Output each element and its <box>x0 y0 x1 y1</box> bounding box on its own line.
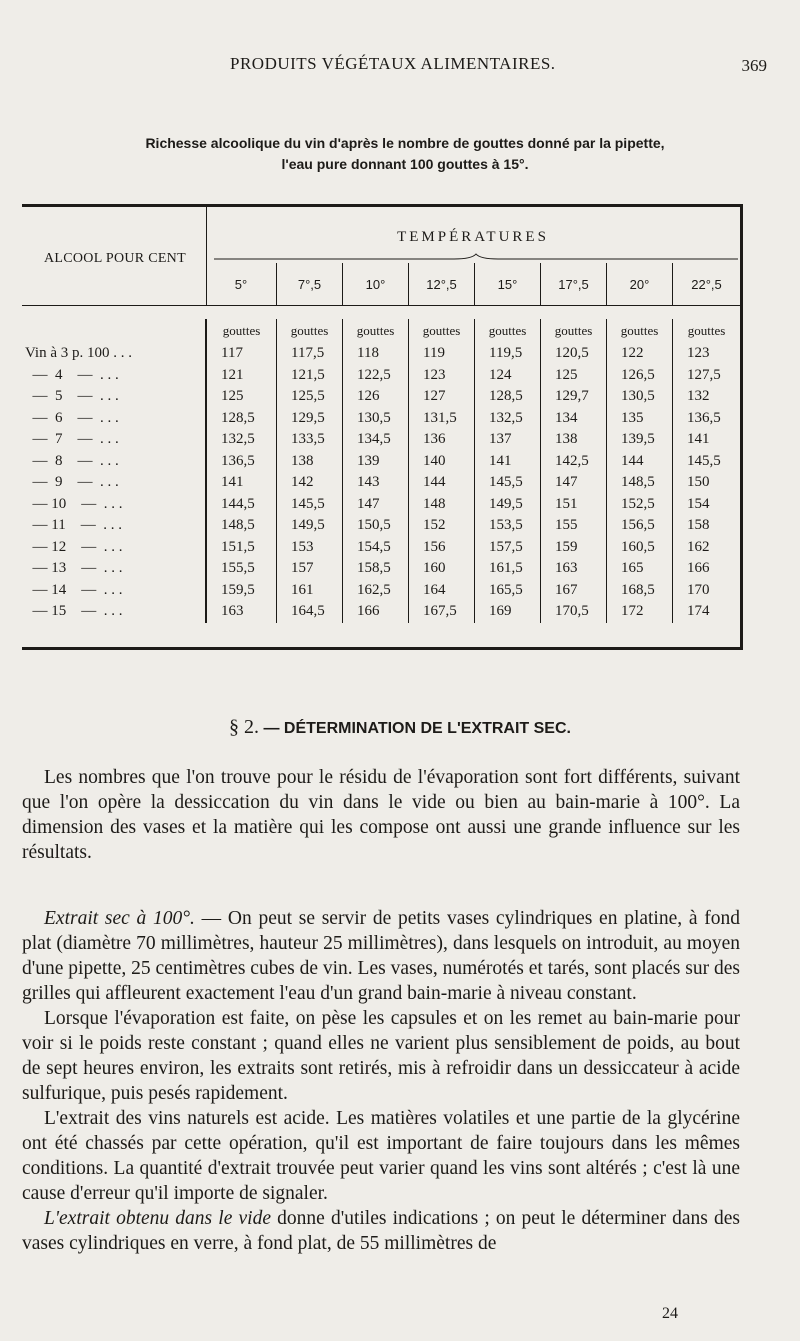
table-cell: 141 <box>672 429 740 451</box>
column-header: 5° <box>234 276 248 292</box>
unit-cell: gouttes <box>342 319 408 343</box>
table-cell: 117 <box>206 343 276 365</box>
paragraph-2-lead: Extrait sec à 100°. <box>44 908 195 929</box>
table-cell: 135 <box>606 408 672 430</box>
table-cell: 121,5 <box>276 365 342 387</box>
table-row <box>22 451 740 473</box>
table-cell: 161 <box>276 580 342 602</box>
row-label: — 11 — . . . <box>22 515 206 537</box>
table-cell: 148,5 <box>206 515 276 537</box>
table-cell: 156,5 <box>606 515 672 537</box>
table-cell: 165 <box>606 558 672 580</box>
table-cell: 165,5 <box>474 580 540 602</box>
table-cell: 160,5 <box>606 537 672 559</box>
table-cell: 172 <box>606 601 672 623</box>
table-cell: 162 <box>672 537 740 559</box>
table-cell: 131,5 <box>408 408 474 430</box>
table-cell: 168,5 <box>606 580 672 602</box>
table-cell: 134 <box>540 408 606 430</box>
table-cell: 139,5 <box>606 429 672 451</box>
paragraph-5-text: donne d'utiles indications ; on peut le déterminer dans des vases cylindriques en verre, à fond plat, de 55 millimètres de <box>22 1208 740 1254</box>
caption-line-2: l'eau pure donnant 100 gouttes à 15°. <box>281 156 529 172</box>
table-cell: 160 <box>408 558 474 580</box>
table-cell: 156 <box>408 537 474 559</box>
table-cell: 167,5 <box>408 601 474 623</box>
table-cell: 144,5 <box>206 494 276 516</box>
paragraph-5 <box>22 1206 740 1256</box>
table-cell: 157 <box>276 558 342 580</box>
table-row <box>22 558 740 580</box>
table-cell: 141 <box>474 451 540 473</box>
table-cell: 118 <box>342 343 408 365</box>
table-cell: 153,5 <box>474 515 540 537</box>
row-label: — 6 — . . . <box>22 408 206 430</box>
table-row <box>22 515 740 537</box>
table-caption <box>40 133 770 175</box>
table-cell: 119 <box>408 343 474 365</box>
column-header: 20° <box>606 263 672 305</box>
alcohol-table <box>22 204 743 650</box>
table-cell: 130,5 <box>342 408 408 430</box>
table-cell: 155 <box>540 515 606 537</box>
table-cell: 126,5 <box>606 365 672 387</box>
table-cell: 158,5 <box>342 558 408 580</box>
table-cell: 129,7 <box>540 386 606 408</box>
unit-cell: gouttes <box>474 319 540 343</box>
table-cell: 145,5 <box>474 472 540 494</box>
table-cell: 147 <box>342 494 408 516</box>
table-cell: 121 <box>206 365 276 387</box>
column-header: 22°,5 <box>672 263 740 305</box>
row-label: — 4 — . . . <box>22 365 206 387</box>
table-row <box>22 386 740 408</box>
paragraph-1: Les nombres que l'on trouve pour le résidu de l'évaporation sont fort différents, suivant que l'on opère la dessiccation du vin dans le vide ou bien au bain-marie à 100°. La dimension des vases et la matière qui les compose ont aussi une grande influence sur les résultats. <box>22 767 740 863</box>
row-label: — 12 — . . . <box>22 537 206 559</box>
table-cell: 163 <box>206 601 276 623</box>
caption-line-1: Richesse alcoolique du vin d'après le nombre de gouttes donné par la pipette, <box>145 135 665 151</box>
table-cell: 152,5 <box>606 494 672 516</box>
table-cell: 149,5 <box>474 494 540 516</box>
table-cell: 150 <box>672 472 740 494</box>
table-cell: 132 <box>672 386 740 408</box>
table-row <box>22 408 740 430</box>
table-cell: 123 <box>672 343 740 365</box>
table-cell: 152 <box>408 515 474 537</box>
column-header: 7°,5 <box>276 263 342 305</box>
unit-cell: gouttes <box>672 319 740 343</box>
table-row <box>22 494 740 516</box>
table-cell: 136,5 <box>672 408 740 430</box>
column-headers <box>206 263 740 306</box>
unit-cell: gouttes <box>606 319 672 343</box>
table-cell: 142,5 <box>540 451 606 473</box>
table-row <box>22 429 740 451</box>
table-cell: 158 <box>672 515 740 537</box>
table-cell: 166 <box>672 558 740 580</box>
table-cell: 129,5 <box>276 408 342 430</box>
column-header: 15° <box>474 263 540 305</box>
table-cell: 154,5 <box>342 537 408 559</box>
table-cell: 161,5 <box>474 558 540 580</box>
table-cell: 163 <box>540 558 606 580</box>
table-cell: 123 <box>408 365 474 387</box>
row-label: — 9 — . . . <box>22 472 206 494</box>
column-header: 12°,5 <box>408 263 474 305</box>
table-cell: 170 <box>672 580 740 602</box>
row-label: Vin à 3 p. 100 . . . <box>22 343 206 365</box>
table-cell: 155,5 <box>206 558 276 580</box>
table-cell: 164 <box>408 580 474 602</box>
table-cell: 153 <box>276 537 342 559</box>
section-number: § 2. <box>229 716 259 738</box>
paragraph-4: L'extrait des vins naturels est acide. Les matières volatiles et une partie de la glycérine ont été chassés par cette opération, qu'il est important de faire toujours dans les mêmes conditions. La quantité d'extrait trouvée peut varier quand les vins sont altérés ; c'est là une cause d'erreur qu'il importe de signaler. <box>22 1108 740 1204</box>
table-cell: 149,5 <box>276 515 342 537</box>
table-cell: 144 <box>606 451 672 473</box>
table-cell: 150,5 <box>342 515 408 537</box>
table-cell: 148,5 <box>606 472 672 494</box>
table-cell: 132,5 <box>474 408 540 430</box>
table-cell: 124 <box>474 365 540 387</box>
table-row <box>22 601 740 623</box>
row-header-label: ALCOOL POUR CENT <box>44 251 186 266</box>
table-cell: 128,5 <box>206 408 276 430</box>
table-cell: 117,5 <box>276 343 342 365</box>
running-title: PRODUITS VÉGÉTAUX ALIMENTAIRES. <box>230 54 556 73</box>
row-label: — 10 — . . . <box>22 494 206 516</box>
header-brace <box>214 253 738 261</box>
row-label: — 5 — . . . <box>22 386 206 408</box>
column-header: 10° <box>342 263 408 305</box>
signature-mark: 24 <box>662 1305 678 1322</box>
table-cell: 151 <box>540 494 606 516</box>
table-cell: 145,5 <box>672 451 740 473</box>
table-cell: 164,5 <box>276 601 342 623</box>
row-label: — 7 — . . . <box>22 429 206 451</box>
table-cell: 169 <box>474 601 540 623</box>
table-cell: 167 <box>540 580 606 602</box>
page-number: 369 <box>741 56 767 75</box>
table-cell: 159 <box>540 537 606 559</box>
group-header-label: TEMPÉRATURES <box>397 229 549 245</box>
table-cell: 120,5 <box>540 343 606 365</box>
row-label: — 13 — . . . <box>22 558 206 580</box>
table-cell: 138 <box>540 429 606 451</box>
table-cell: 122 <box>606 343 672 365</box>
table-cell: 159,5 <box>206 580 276 602</box>
unit-cell: gouttes <box>206 319 276 343</box>
table-cell: 143 <box>342 472 408 494</box>
row-label: — 8 — . . . <box>22 451 206 473</box>
table-cell: 125 <box>540 365 606 387</box>
table-cell: 154 <box>672 494 740 516</box>
table-cell: 128,5 <box>474 386 540 408</box>
unit-row <box>22 319 740 343</box>
table-cell: 170,5 <box>540 601 606 623</box>
table-cell: 125,5 <box>276 386 342 408</box>
unit-cell: gouttes <box>408 319 474 343</box>
unit-cell: gouttes <box>540 319 606 343</box>
table-cell: 132,5 <box>206 429 276 451</box>
table-row <box>22 343 740 365</box>
table-cell: 127 <box>408 386 474 408</box>
unit-row-label <box>22 319 206 343</box>
table-cell: 127,5 <box>672 365 740 387</box>
table-cell: 136,5 <box>206 451 276 473</box>
table-cell: 142 <box>276 472 342 494</box>
table-cell: 138 <box>276 451 342 473</box>
table-cell: 147 <box>540 472 606 494</box>
table-cell: 144 <box>408 472 474 494</box>
paragraph-2 <box>22 906 740 1006</box>
table-cell: 134,5 <box>342 429 408 451</box>
paragraph-5-lead: L'extrait obtenu dans le vide <box>44 1208 271 1229</box>
table-cell: 137 <box>474 429 540 451</box>
section-heading <box>0 716 800 739</box>
table-cell: 122,5 <box>342 365 408 387</box>
paragraph-3: Lorsque l'évaporation est faite, on pèse les capsules et on les remet au bain-marie pour voir si le poids reste constant ; quand elles ne varient plus sensiblement de poids, au bout de sept heures environ, les extraits sont retirés, mis à refroidir dans un dessiccateur à acide sulfurique, puis pesés rapidement. <box>22 1008 740 1104</box>
table-cell: 140 <box>408 451 474 473</box>
section-title: DÉTERMINATION DE L'EXTRAIT SEC. <box>283 720 571 737</box>
table-cell: 162,5 <box>342 580 408 602</box>
table-cell: 130,5 <box>606 386 672 408</box>
table-cell: 151,5 <box>206 537 276 559</box>
table-cell: 136 <box>408 429 474 451</box>
table-cell: 125 <box>206 386 276 408</box>
table-cell: 166 <box>342 601 408 623</box>
table-cell: 174 <box>672 601 740 623</box>
section-dash: — <box>263 720 280 737</box>
table-cell: 157,5 <box>474 537 540 559</box>
body-text <box>22 765 740 865</box>
table-row <box>22 537 740 559</box>
paragraph-2-text: — On peut se servir de petits vases cylindriques en platine, à fond plat (diamètre 70 millimètres, hauteur 25 millimètres), dans lesquels on introduit, au moyen d'une pipette, 25 centimètres cubes de vin. Les vases, numérotés et tarés, sont placés sur des grilles qui affleurent exactement l'eau d'un grand bain-marie à niveau constant. <box>22 908 740 1004</box>
table-cell: 133,5 <box>276 429 342 451</box>
table-cell: 119,5 <box>474 343 540 365</box>
table-cell: 145,5 <box>276 494 342 516</box>
table-cell: 126 <box>342 386 408 408</box>
unit-cell: gouttes <box>276 319 342 343</box>
table-row <box>22 580 740 602</box>
table-cell: 139 <box>342 451 408 473</box>
column-header: 17°,5 <box>540 263 606 305</box>
table-body <box>22 319 740 623</box>
row-header-cell <box>22 207 207 306</box>
row-label: — 15 — . . . <box>22 601 206 623</box>
table-row <box>22 472 740 494</box>
table-cell: 148 <box>408 494 474 516</box>
table-cell: 141 <box>206 472 276 494</box>
body-text-2 <box>22 906 740 1256</box>
table-row <box>22 365 740 387</box>
row-label: — 14 — . . . <box>22 580 206 602</box>
